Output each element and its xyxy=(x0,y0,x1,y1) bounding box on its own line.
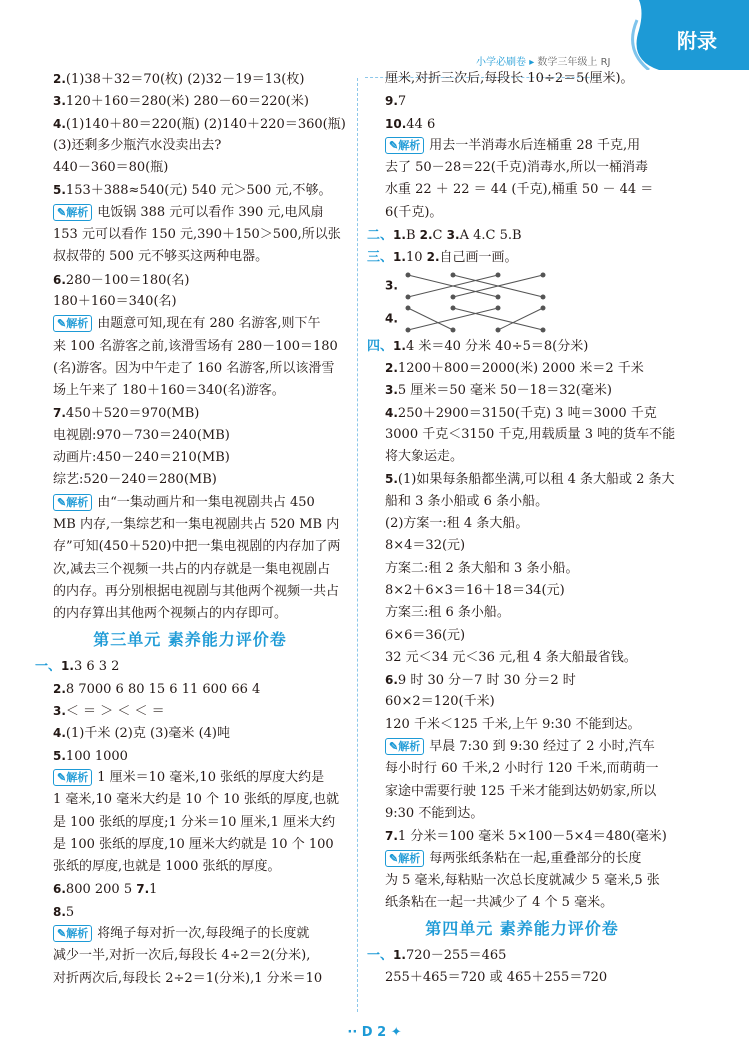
question-number: 6. xyxy=(53,882,66,897)
answer-line xyxy=(35,745,345,767)
answer-line xyxy=(35,901,345,923)
answer-line xyxy=(367,825,677,847)
answer-text: 153＋388≈540(元) 540 元＞500 元,不够。 xyxy=(65,183,332,199)
analysis-badge xyxy=(53,494,92,511)
question-number: 1. xyxy=(393,338,406,353)
answer-line xyxy=(367,513,677,535)
question-number: 3. xyxy=(385,278,398,293)
pencil-icon: ✎ xyxy=(57,205,67,219)
dots-icon: ·· xyxy=(347,1025,362,1040)
answer-text: 是 100 张纸的厚度,10 厘米大约就是 10 个 100 xyxy=(53,836,334,852)
connector-line xyxy=(498,308,543,330)
answer-text: ＜ ＝ ＞ ＜ ＜ ＝ xyxy=(65,704,165,720)
appendix-label: 附录 xyxy=(677,29,717,53)
answer-line xyxy=(35,856,345,878)
answer-text: 是 100 张纸的厚度;1 分米＝10 厘米,1 厘米大约 xyxy=(53,814,336,830)
answer-line xyxy=(367,535,677,557)
answer-text: 早晨 7:30 到 9:30 经过了 2 小时,汽车 xyxy=(429,739,655,755)
answer-line xyxy=(367,335,677,357)
answer-line xyxy=(367,781,677,803)
answer-line xyxy=(35,224,345,246)
answer-text: 180＋160＝340(名) xyxy=(53,293,177,309)
answer-line xyxy=(35,135,345,157)
answer-text: 3 6 3 2 xyxy=(73,659,120,675)
answer-line xyxy=(367,379,677,401)
analysis-line xyxy=(367,736,677,758)
pencil-icon: ✎ xyxy=(57,495,67,509)
question-number: 7. xyxy=(136,882,150,897)
answer-line xyxy=(367,491,677,513)
book-tag xyxy=(476,53,610,68)
answer-line xyxy=(367,647,677,669)
answer-text: 153 元可以看作 150 元,390＋150＞500,所以张 xyxy=(53,227,341,243)
answer-text: 存”可知(450＋520)中把一集电视剧的内存加了两 xyxy=(53,539,341,555)
answer-line xyxy=(367,68,677,90)
answer-text: 方案二:租 2 条大船和 3 条小船。 xyxy=(385,560,579,576)
answer-text: 对折两次后,每段长 2÷2＝1(分米),1 分米＝10 xyxy=(53,970,323,986)
answer-text: 张纸的厚度,也就是 1000 张纸的厚度。 xyxy=(53,859,281,875)
answer-text: 1200＋800＝2000(米) 2000 米＝2 千米 xyxy=(397,360,644,376)
unit-title: 第四单元 素养能力评价卷 xyxy=(425,919,619,939)
answer-line xyxy=(367,758,677,780)
dot xyxy=(405,327,410,332)
answer-text: 5 xyxy=(65,904,75,920)
dot xyxy=(495,294,500,299)
analysis-line xyxy=(35,313,345,335)
answer-text: 60×2＝120(千米) xyxy=(385,694,495,710)
dot xyxy=(540,294,545,299)
answer-text: 440－360＝80(瓶) xyxy=(53,160,169,176)
section-marker: 二、 xyxy=(367,228,394,244)
answer-text: 8×4＝32(元) xyxy=(385,538,466,554)
answer-text: (1)如果每条船都坐满,可以租 4 条大船或 2 条大 xyxy=(397,472,675,488)
page-number xyxy=(0,1025,749,1040)
answer-line xyxy=(367,224,677,246)
answer-line xyxy=(35,447,345,469)
question-number: 6. xyxy=(385,673,398,688)
answer-text: 7 xyxy=(397,94,407,110)
section-marker: 四、 xyxy=(367,338,394,354)
answer-text: 电饭锅 388 元可以看作 390 元,电风扇 xyxy=(97,204,324,220)
answer-line xyxy=(35,559,345,581)
question-number: 4. xyxy=(53,116,66,131)
answer-text: 由“一集动画片和一集电视剧共占 450 xyxy=(97,494,315,510)
answer-line xyxy=(35,968,345,990)
section-marker: 一、 xyxy=(35,659,62,675)
answer-text: B xyxy=(405,228,420,244)
question-number: 3. xyxy=(446,228,460,243)
answer-text: 9:30 不能到达。 xyxy=(385,805,484,821)
answer-line xyxy=(35,581,345,603)
answer-line xyxy=(367,602,677,624)
answer-text: 44 6 xyxy=(406,116,436,132)
answer-text: 自己画一画。 xyxy=(439,250,518,266)
analysis-label: 解析 xyxy=(398,138,421,152)
answer-line xyxy=(35,878,345,900)
question-number: 4. xyxy=(385,405,398,420)
answer-text: 为 5 毫米,每粘贴一次总长度就减少 5 毫米,5 张 xyxy=(385,872,660,888)
analysis-badge xyxy=(385,850,424,867)
answer-line xyxy=(35,425,345,447)
analysis-badge xyxy=(53,925,92,942)
answer-line xyxy=(35,722,345,744)
answer-line xyxy=(367,446,677,468)
question-number: 8. xyxy=(53,904,66,919)
answer-text: 场上午来了 180＋160＝340(名)游客。 xyxy=(53,383,285,399)
answer-text: 4 米＝40 分米 40÷5＝8(分米) xyxy=(405,338,589,354)
answer-text: 来 100 名游客之前,该滑雪场有 280－100＝180 xyxy=(53,338,338,354)
question-number: 5. xyxy=(53,748,66,763)
answer-text: 1 毫米,10 毫米大约是 10 个 10 张纸的厚度,也就 xyxy=(53,792,339,808)
question-number: 5. xyxy=(53,183,66,198)
answer-text: 120 千米＜125 千米,上午 9:30 不能到达。 xyxy=(385,716,641,732)
question-number: 4. xyxy=(53,726,66,741)
pencil-icon: ✎ xyxy=(57,926,67,940)
answer-text: 3000 千克＜3150 千克,用载质量 3 吨的货车不能 xyxy=(385,426,676,442)
arrow-icon: ▸ xyxy=(529,57,535,68)
dot xyxy=(405,294,410,299)
answer-text: 255＋465＝720 或 465＋255＝720 xyxy=(385,969,608,985)
analysis-label: 解析 xyxy=(398,851,421,865)
answer-text: 6×6＝36(元) xyxy=(385,627,466,643)
analysis-label: 解析 xyxy=(66,495,89,509)
connector-line xyxy=(408,308,498,330)
question-number: 5. xyxy=(385,472,398,487)
answer-text: 120＋160＝280(米) 280－60＝220(米) xyxy=(65,94,309,110)
question-number: 1. xyxy=(393,250,406,265)
answer-line xyxy=(35,157,345,179)
answer-line xyxy=(367,870,677,892)
answer-text: MB 内存,一集综艺和一集电视剧共占 520 MB 内 xyxy=(53,516,340,532)
answer-line xyxy=(367,625,677,647)
answer-text: 9 时 30 分－7 时 30 分＝2 时 xyxy=(397,673,576,689)
matching-diagram-4 xyxy=(398,302,598,336)
question-number: 2. xyxy=(426,250,440,265)
answer-line xyxy=(367,157,677,179)
analysis-badge xyxy=(53,315,92,332)
answer-text: 800 200 5 xyxy=(65,882,137,898)
answer-text: 1 分米＝100 毫米 5×100－5×4＝480(毫米) xyxy=(397,829,667,845)
question-number: 2. xyxy=(53,681,66,696)
question-number: 10. xyxy=(385,116,407,131)
answer-line xyxy=(35,700,345,722)
dot xyxy=(405,305,410,310)
answer-line xyxy=(35,358,345,380)
answer-text: 综艺:520－240＝280(MB) xyxy=(53,472,217,488)
answer-text: 由题意可知,现在有 280 名游客,则下午 xyxy=(97,316,321,332)
connector-line xyxy=(453,308,543,330)
answer-line xyxy=(35,246,345,268)
answer-line xyxy=(367,892,677,914)
question-number: 3. xyxy=(53,94,66,109)
answer-line xyxy=(367,803,677,825)
answer-line xyxy=(367,402,677,424)
question-number: 1. xyxy=(393,228,406,243)
answer-line xyxy=(35,469,345,491)
dot xyxy=(495,327,500,332)
answer-line xyxy=(367,246,677,268)
answer-text: 动画片:450－240＝210(MB) xyxy=(53,450,230,466)
answer-text: (1)千米 (2)克 (3)毫米 (4)吨 xyxy=(65,726,230,742)
sparkle-icon: ✦ xyxy=(386,1025,402,1040)
answer-text: 船和 3 条小船或 6 条小船。 xyxy=(385,493,549,509)
dot xyxy=(495,305,500,310)
answer-line xyxy=(367,714,677,736)
question-number: 2. xyxy=(53,72,66,86)
analysis-line xyxy=(35,492,345,514)
analysis-label: 解析 xyxy=(66,770,89,784)
answer-line xyxy=(367,90,677,112)
answer-line xyxy=(35,536,345,558)
answer-line xyxy=(35,68,345,90)
answer-text: A 4.C 5.B xyxy=(459,228,522,244)
answer-line xyxy=(367,691,677,713)
answer-text: 100 1000 xyxy=(65,748,128,764)
answer-line xyxy=(35,291,345,313)
answer-line xyxy=(35,834,345,856)
answer-text: 的内存算出其他两个视频占的内存即可。 xyxy=(53,606,288,622)
unit-title: 第三单元 素养能力评价卷 xyxy=(93,630,287,650)
answer-line xyxy=(35,336,345,358)
answer-text: (1)38＋32＝70(枚) (2)32－19＝13(枚) xyxy=(65,72,305,87)
section-marker: 三、 xyxy=(367,250,394,266)
answer-text: 电视剧:970－730＝240(MB) xyxy=(53,427,230,443)
answer-line xyxy=(367,113,677,135)
answer-line xyxy=(35,678,345,700)
answer-text: 8×2＋6×3＝16＋18＝34(元) xyxy=(385,582,565,598)
pencil-icon: ✎ xyxy=(57,317,67,331)
analysis-label: 解析 xyxy=(66,205,89,219)
question-number: 1. xyxy=(393,948,406,963)
answer-text: 8 7000 6 80 15 6 11 600 66 4 xyxy=(65,681,261,697)
question-number: 4. xyxy=(385,311,398,326)
analysis-line xyxy=(367,848,677,870)
pencil-icon: ✎ xyxy=(57,770,67,784)
answer-line xyxy=(35,812,345,834)
answer-text: 6(千克)。 xyxy=(385,204,443,220)
dot xyxy=(450,272,455,277)
answer-text: 250＋2900＝3150(千克) 3 吨＝3000 千克 xyxy=(397,405,657,421)
answer-text: 去了 50－28＝22(千克)消毒水,所以一桶消毒 xyxy=(385,160,649,176)
answer-text: 用去一半消毒水后连桶重 28 千克,用 xyxy=(429,137,641,153)
question-number: 9. xyxy=(385,94,398,109)
answer-text: 叔叔带的 500 元不够买这两种电器。 xyxy=(53,249,269,265)
analysis-badge xyxy=(385,137,424,154)
dot xyxy=(450,294,455,299)
answer-text: 32 元＜34 元＜36 元,租 4 条大船最省钱。 xyxy=(385,649,637,665)
dot xyxy=(450,305,455,310)
question-number: 2. xyxy=(419,228,433,243)
answer-text: (3)还剩多少瓶汽水没卖出去? xyxy=(53,137,222,153)
analysis-label: 解析 xyxy=(66,926,89,940)
analysis-label: 解析 xyxy=(398,740,421,754)
right-column xyxy=(367,68,677,989)
answer-text: 720－255＝465 xyxy=(405,948,507,964)
question-number: 7. xyxy=(385,829,398,844)
question-number: 1. xyxy=(61,659,74,674)
answer-text: C xyxy=(432,228,447,244)
answer-text: 将大象运走。 xyxy=(385,449,464,465)
answer-text: (2)方案一:租 4 条大船。 xyxy=(385,516,529,532)
answer-text: (名)游客。因为中午走了 160 名游客,所以该滑雪 xyxy=(53,360,335,376)
answer-text: 每两张纸条粘在一起,重叠部分的长度 xyxy=(429,850,642,866)
answer-line xyxy=(35,655,345,677)
dot xyxy=(495,272,500,277)
answer-line xyxy=(367,357,677,379)
answer-line xyxy=(367,269,677,302)
analysis-line xyxy=(35,202,345,224)
answer-text: 280－100＝180(名) xyxy=(65,272,190,288)
analysis-label: 解析 xyxy=(66,317,89,331)
answer-text: 厘米,对折三次后,每段长 10÷2＝5(厘米)。 xyxy=(385,71,634,86)
question-number: 2. xyxy=(385,360,398,375)
answer-line xyxy=(367,967,677,989)
answer-line xyxy=(35,90,345,112)
answer-text: 水重 22 ＋ 22 ＝ 44 (千克),桶重 50 － 44 ＝ xyxy=(385,182,654,198)
analysis-badge xyxy=(53,769,92,786)
answer-line xyxy=(367,302,677,335)
answer-line xyxy=(367,202,677,224)
answer-text: 每小时行 60 千米,2 小时行 120 千米,而萌萌一 xyxy=(385,761,659,777)
answer-line xyxy=(35,789,345,811)
answer-text: 的内存。再分别根据电视剧与其他两个视频一共占 xyxy=(53,583,340,599)
answer-line xyxy=(35,380,345,402)
pencil-icon: ✎ xyxy=(389,851,399,865)
dot xyxy=(450,327,455,332)
answer-line xyxy=(367,558,677,580)
answer-line xyxy=(35,269,345,291)
answer-text: 次,减去三个视频一共占的内存就是一集电视剧占 xyxy=(53,561,331,577)
answer-line xyxy=(367,468,677,490)
answer-line xyxy=(367,944,677,966)
answer-text: 5 厘米＝50 毫米 50－18＝32(毫米) xyxy=(397,383,612,399)
answer-line xyxy=(35,402,345,424)
question-number: 3. xyxy=(385,383,398,398)
answer-text: 450＋520＝970(MB) xyxy=(65,406,200,422)
answer-text: 将绳子每对折一次,每段绳子的长度就 xyxy=(97,925,310,941)
matching-diagram-3 xyxy=(398,269,598,303)
question-number: 6. xyxy=(53,272,66,287)
answer-text: 减少一半,对折一次后,每段长 4÷2＝2(分米), xyxy=(53,948,311,964)
left-column xyxy=(35,68,345,990)
analysis-badge xyxy=(385,738,424,755)
answer-text: 纸条粘在一起一共减少了 4 个 5 毫米。 xyxy=(385,895,614,911)
question-number: 7. xyxy=(53,406,66,421)
dot xyxy=(540,272,545,277)
answer-text: 1 厘米＝10 毫米,10 张纸的厚度大约是 xyxy=(97,769,325,785)
connector-line xyxy=(408,308,453,330)
answer-line xyxy=(367,179,677,201)
answer-line xyxy=(35,179,345,201)
answer-line xyxy=(35,514,345,536)
dot xyxy=(540,327,545,332)
answer-text: 家途中需要行驶 125 千米才能到达奶奶家,所以 xyxy=(385,783,657,799)
appendix-badge xyxy=(619,0,749,70)
answer-text: 1 xyxy=(149,882,158,898)
pencil-icon: ✎ xyxy=(389,138,399,152)
analysis-line xyxy=(35,923,345,945)
subject-label: 数学三年级上 RJ xyxy=(537,57,611,68)
page-number-text: D 2 xyxy=(361,1025,387,1040)
analysis-line xyxy=(367,135,677,157)
section-marker: 一、 xyxy=(367,948,394,964)
analysis-line xyxy=(35,767,345,789)
answer-text: 方案三:租 6 条小船。 xyxy=(385,605,510,621)
answer-line xyxy=(35,945,345,967)
pencil-icon: ✎ xyxy=(389,740,399,754)
answer-line xyxy=(367,580,677,602)
answer-line xyxy=(35,113,345,135)
answer-line xyxy=(367,424,677,446)
dot xyxy=(540,305,545,310)
question-number: 3. xyxy=(53,704,66,719)
answer-line xyxy=(35,603,345,625)
answer-line xyxy=(367,669,677,691)
column-divider xyxy=(357,78,358,1012)
answer-text: (1)140＋80＝220(瓶) (2)140＋220＝360(瓶) xyxy=(65,116,346,132)
analysis-badge xyxy=(53,204,92,221)
brand-label: 小学必刷卷 xyxy=(476,57,526,68)
dot xyxy=(405,272,410,277)
answer-text: 10 xyxy=(405,250,427,266)
